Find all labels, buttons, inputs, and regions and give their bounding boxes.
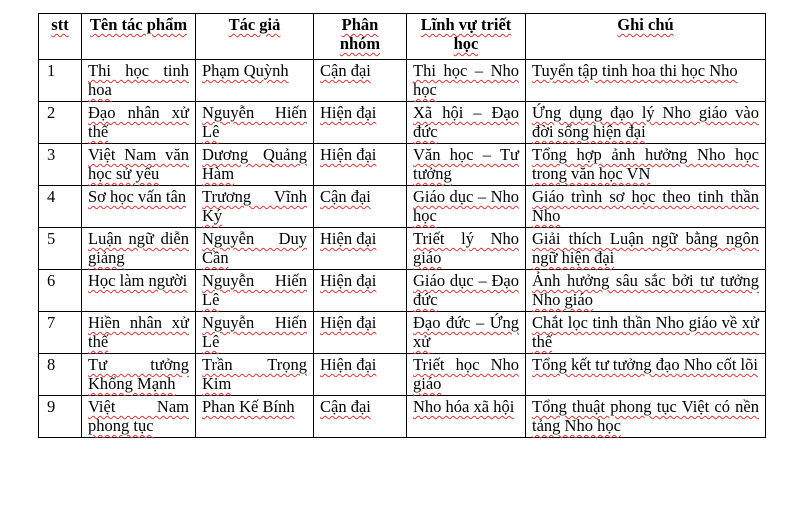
header-group: Phân nhóm	[314, 14, 407, 60]
cell-author: Nguyễn Hiến Lê	[196, 270, 314, 312]
cell-stt: 4	[39, 186, 82, 228]
cell-notes: Tổng hợp ảnh hưởng Nho học trong văn học VN	[526, 144, 766, 186]
header-author: Tác giả	[196, 14, 314, 60]
cell-title: Luận ngữ diễn giảng	[82, 228, 196, 270]
cell-title: Thi học tinh hoa	[82, 60, 196, 102]
header-field: Lĩnh vự triết học	[407, 14, 526, 60]
cell-title: Học làm người	[82, 270, 196, 312]
cell-notes: Tổng thuật phong tục Việt có nền tảng Nho học	[526, 396, 766, 438]
cell-author: Trần Trọng Kim	[196, 354, 314, 396]
cell-notes: Giải thích Luận ngữ bằng ngôn ngữ hiện đại	[526, 228, 766, 270]
cell-group: Hiện đại	[314, 270, 407, 312]
cell-notes: Chắt lọc tinh thần Nho giáo về xử thế	[526, 312, 766, 354]
table-row	[39, 144, 766, 186]
cell-stt: 1	[39, 60, 82, 102]
header-stt: stt	[39, 14, 82, 60]
works-table	[38, 13, 766, 438]
cell-author: Phạm Quỳnh	[196, 60, 314, 102]
cell-notes: Tổng kết tư tưởng đạo Nho cốt lõi	[526, 354, 766, 396]
cell-field: Đạo đức – Ứng xử	[407, 312, 526, 354]
cell-field: Xã hội – Đạo đức	[407, 102, 526, 144]
cell-field: Văn học – Tư tưởng	[407, 144, 526, 186]
cell-title: Việt Nam văn học sử yếu	[82, 144, 196, 186]
cell-field: Triết học Nho giáo	[407, 354, 526, 396]
cell-title: Sơ học vấn tân	[82, 186, 196, 228]
cell-author: Phan Kế Bính	[196, 396, 314, 438]
cell-author: Nguyễn Hiến Lê	[196, 102, 314, 144]
cell-author: Trương Vĩnh Ký	[196, 186, 314, 228]
table-row	[39, 186, 766, 228]
cell-field: Triết lý Nho giáo	[407, 228, 526, 270]
cell-notes: Giáo trình sơ học theo tinh thần Nho	[526, 186, 766, 228]
cell-field: Giáo dục – Đạo đức	[407, 270, 526, 312]
cell-author: Nguyễn Duy Cần	[196, 228, 314, 270]
table-row	[39, 312, 766, 354]
cell-field: Thi học – Nho học	[407, 60, 526, 102]
header-row	[39, 14, 766, 60]
cell-stt: 7	[39, 312, 82, 354]
cell-title: Hiền nhân xử thế	[82, 312, 196, 354]
header-title: Tên tác phẩm	[82, 14, 196, 60]
cell-stt: 9	[39, 396, 82, 438]
header-notes: Ghi chú	[526, 14, 766, 60]
cell-author: Nguyễn Hiến Lê	[196, 312, 314, 354]
cell-field: Nho hóa xã hội	[407, 396, 526, 438]
cell-notes: Tuyển tập tinh hoa thi học Nho	[526, 60, 766, 102]
table-row	[39, 270, 766, 312]
cell-group: Hiện đại	[314, 228, 407, 270]
cell-field: Giáo dục – Nho học	[407, 186, 526, 228]
cell-group: Hiện đại	[314, 354, 407, 396]
cell-group: Hiện đại	[314, 102, 407, 144]
cell-stt: 2	[39, 102, 82, 144]
cell-group: Cận đại	[314, 396, 407, 438]
table-row	[39, 228, 766, 270]
table-row	[39, 60, 766, 102]
cell-group: Cận đại	[314, 186, 407, 228]
cell-stt: 8	[39, 354, 82, 396]
cell-group: Hiện đại	[314, 312, 407, 354]
cell-title: Đạo nhân xử thế	[82, 102, 196, 144]
cell-notes: Ứng dụng đạo lý Nho giáo vào đời sống hiện đại	[526, 102, 766, 144]
cell-title: Việt Nam phong tục	[82, 396, 196, 438]
cell-group: Cận đại	[314, 60, 407, 102]
cell-stt: 5	[39, 228, 82, 270]
table-row	[39, 396, 766, 438]
table-row	[39, 102, 766, 144]
cell-title: Tư tưởng Khổng Mạnh	[82, 354, 196, 396]
cell-notes: Ảnh hưởng sâu sắc bởi tư tưởng Nho giáo	[526, 270, 766, 312]
cell-stt: 6	[39, 270, 82, 312]
cell-stt: 3	[39, 144, 82, 186]
cell-author: Dương Quảng Hàm	[196, 144, 314, 186]
table-row	[39, 354, 766, 396]
cell-group: Hiện đại	[314, 144, 407, 186]
